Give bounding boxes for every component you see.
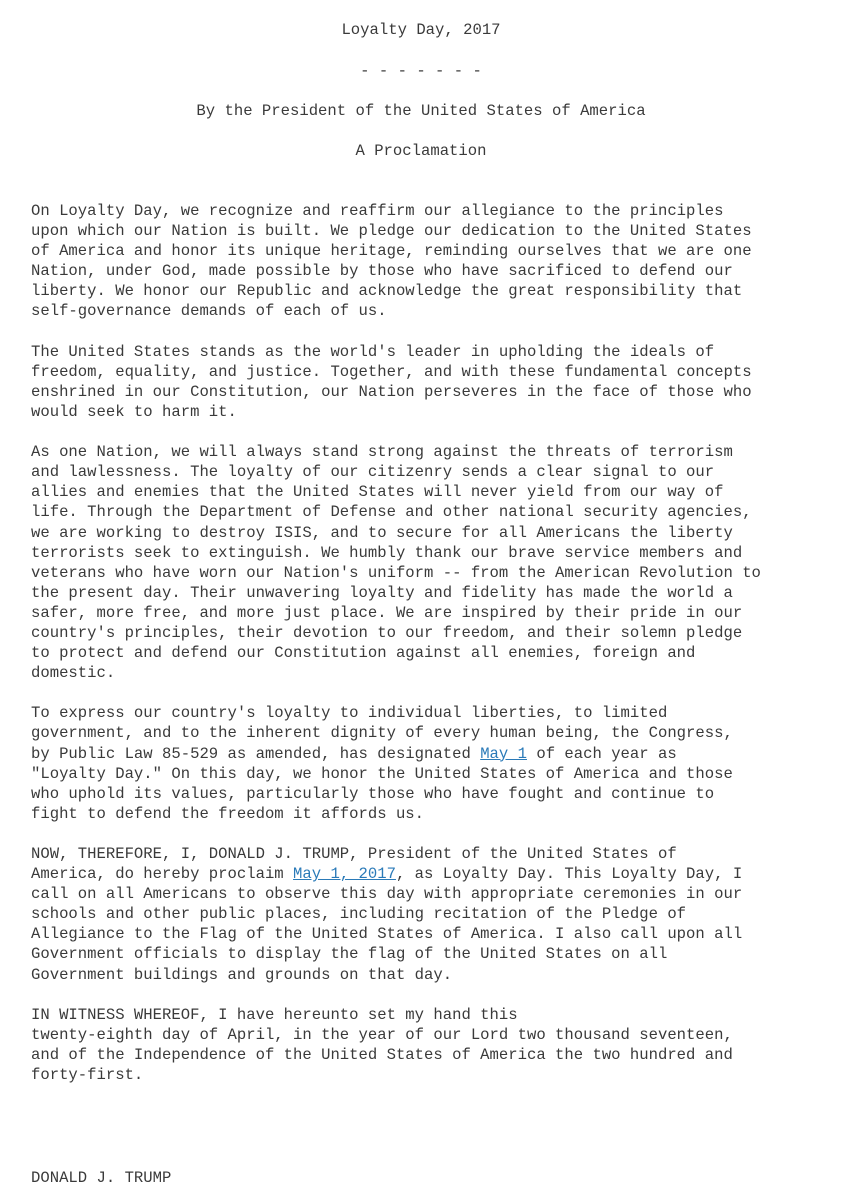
text-line: [31, 583, 821, 603]
text-segment: who uphold its values, particularly those who have fought and continue to: [31, 784, 715, 803]
text-segment: life. Through the Department of Defense and other national security agencies,: [31, 503, 752, 522]
text-line: [31, 924, 821, 944]
text-line: [31, 462, 821, 482]
text-segment: and lawlessness. The loyalty of our citizenry sends a clear signal to our: [31, 463, 715, 482]
text-line: [31, 663, 821, 683]
text-segment: safer, more free, and more just place. We are inspired by their pride in our: [31, 603, 743, 622]
text-line: [31, 603, 821, 623]
text-segment: allies and enemies that the United States will never yield from our way of: [31, 483, 724, 502]
text-line: [31, 804, 821, 824]
text-segment: upon which our Nation is built. We pledge our dedication to the United States: [31, 222, 752, 241]
text-segment: Government buildings and grounds on that day.: [31, 965, 453, 984]
date-link[interactable]: May 1: [480, 744, 527, 763]
text-line: [31, 342, 821, 362]
paragraph: [31, 442, 821, 683]
text-segment: veterans who have worn our Nation's uniform -- from the American Revolution to: [31, 563, 761, 582]
paragraph: [31, 844, 821, 985]
text-line: [31, 723, 821, 743]
text-segment: NOW, THEREFORE, I, DONALD J. TRUMP, President of the United States of: [31, 845, 677, 863]
text-line: [31, 241, 821, 261]
text-segment: As one Nation, we will always stand strong against the threats of terrorism: [31, 443, 733, 462]
text-line: [31, 623, 821, 643]
text-line: [31, 884, 821, 904]
text-segment: liberty. We honor our Republic and acknowledge the great responsibility that: [31, 282, 743, 301]
text-segment: and of the Independence of the United States of America the two hundred and: [31, 1045, 733, 1064]
signature: DONALD J. TRUMP: [31, 1169, 172, 1187]
text-segment: country's principles, their devotion to our freedom, and their solemn pledge: [31, 623, 743, 642]
text-segment: twenty-eighth day of April, in the year of our Lord two thousand seventeen,: [31, 1025, 733, 1044]
text-segment: Allegiance to the Flag of the United States of America. I also call upon all: [31, 925, 743, 944]
text-segment: schools and other public places, including recitation of the Pledge of: [31, 905, 687, 924]
text-line: [31, 844, 821, 864]
text-segment: fight to defend the freedom it affords us.: [31, 804, 425, 823]
title-separator: - - - - - - -: [360, 62, 482, 80]
text-segment: by Public Law 85-529 as amended, has designated: [31, 744, 481, 763]
text-line: [31, 543, 821, 563]
text-line: [31, 362, 821, 382]
text-line: [31, 261, 821, 281]
text-segment: call on all Americans to observe this day with appropriate ceremonies in our: [31, 885, 743, 904]
text-line: [31, 201, 821, 221]
text-line: [31, 784, 821, 804]
text-line: [31, 221, 821, 241]
text-segment: The United States stands as the world's leader in upholding the ideals of: [31, 342, 715, 361]
text-line: [31, 965, 821, 985]
text-line: [31, 563, 821, 583]
text-segment: government, and to the inherent dignity of every human being, the Congress,: [31, 724, 733, 743]
text-segment: would seek to harm it.: [31, 402, 237, 421]
proclamation-body: [31, 201, 821, 1105]
text-line: [31, 764, 821, 784]
text-segment: terrorists seek to extinguish. We humbly thank our brave service members and: [31, 543, 743, 562]
text-segment: Government officials to display the flag of the United States on all: [31, 945, 668, 964]
text-segment: we are working to destroy ISIS, and to secure for all Americans the liberty: [31, 523, 733, 542]
text-segment: "Loyalty Day." On this day, we honor the United States of America and those: [31, 764, 733, 783]
text-line: [31, 703, 821, 723]
text-line: [31, 744, 821, 764]
text-segment: domestic.: [31, 664, 116, 683]
text-segment: , as Loyalty Day. This Loyalty Day, I: [395, 865, 743, 884]
text-segment: of each year as: [526, 744, 677, 763]
text-segment: IN WITNESS WHEREOF, I have hereunto set my hand this: [31, 1005, 518, 1024]
text-line: [31, 442, 821, 462]
document-subtitle: A Proclamation: [355, 142, 487, 160]
text-segment: enshrined in our Constitution, our Nation perseveres in the face of those who: [31, 382, 752, 401]
paragraph: [31, 201, 821, 322]
text-line: [31, 482, 821, 502]
text-segment: the present day. Their unwavering loyalty and fidelity has made the world a: [31, 583, 733, 602]
text-segment: To express our country's loyalty to individual liberties, to limited: [31, 704, 668, 723]
text-line: [31, 1025, 821, 1045]
paragraph: [31, 1005, 821, 1085]
text-segment: America, do hereby proclaim: [31, 865, 294, 884]
text-segment: to protect and defend our Constitution against all enemies, foreign and: [31, 644, 696, 663]
text-segment: Nation, under God, made possible by those who have sacrificed to defend our: [31, 262, 733, 281]
text-segment: freedom, equality, and justice. Together, and with these fundamental concepts: [31, 362, 752, 381]
text-line: [31, 281, 821, 301]
text-line: [31, 301, 821, 321]
document-title: Loyalty Day, 2017: [341, 21, 501, 39]
text-line: [31, 944, 821, 964]
text-line: [31, 1065, 821, 1085]
paragraph: [31, 342, 821, 422]
text-line: [31, 1005, 821, 1025]
text-segment: forty-first.: [31, 1066, 144, 1085]
text-line: [31, 1045, 821, 1065]
text-segment: of America and honor its unique heritage, reminding ourselves that we are one: [31, 242, 752, 261]
document-byline: By the President of the United States of America: [196, 102, 646, 120]
text-line: [31, 523, 821, 543]
text-line: [31, 864, 821, 884]
text-line: [31, 904, 821, 924]
text-line: [31, 502, 821, 522]
text-segment: self-governance demands of each of us.: [31, 302, 387, 321]
text-line: [31, 402, 821, 422]
date-link[interactable]: May 1, 2017: [293, 865, 396, 884]
paragraph: [31, 703, 821, 824]
text-line: [31, 382, 821, 402]
text-segment: On Loyalty Day, we recognize and reaffirm our allegiance to the principles: [31, 202, 724, 220]
text-line: [31, 643, 821, 663]
